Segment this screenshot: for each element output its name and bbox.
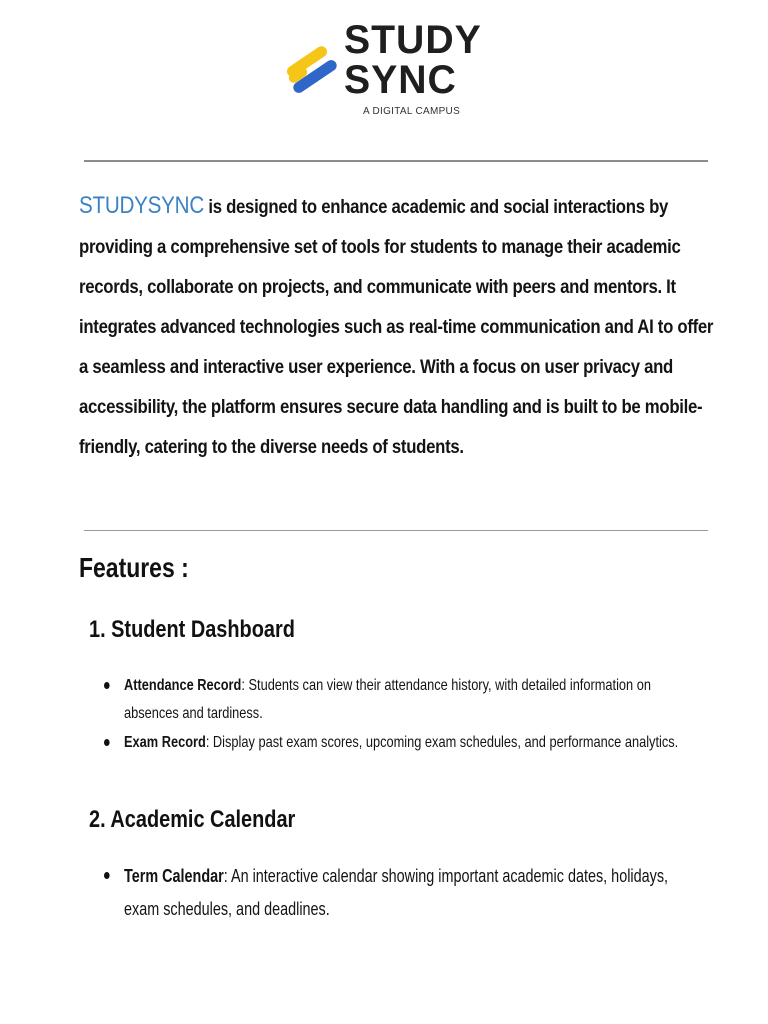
list-item-text	[124, 860, 676, 926]
bullet-icon	[104, 739, 110, 746]
divider-middle	[84, 530, 708, 531]
brand-name: STUDYSYNC	[79, 192, 204, 219]
logo-tagline: A DIGITAL CAMPUS	[363, 106, 461, 117]
divider-top	[84, 160, 708, 162]
logo-mark-icon	[282, 42, 342, 98]
item-description: : Display past exam scores, upcoming exam schedules, and performance analytics.	[205, 734, 679, 751]
logo-word-sync: SYNC	[344, 58, 457, 102]
logo-word-study: STUDY	[344, 18, 482, 62]
studysync-logo	[282, 18, 482, 122]
item-description: : An interactive calendar showing important academic dates, holidays, exam schedules, and deadlines.	[124, 866, 669, 919]
section-title-student-dashboard: 1. Student Dashboard	[89, 616, 295, 643]
item-label: Attendance Record	[124, 677, 242, 694]
item-label: Term Calendar	[124, 866, 224, 886]
intro-text: is designed to enhance academic and social interactions by providing a comprehensive set of tools for students to manage their academic records, collaborate on projects, and communicate with peers and mentors. It integrates advanced technologies such as real-time communication and AI to offer a seamless and interactive user experience. With a focus on user privacy and accessibility, the platform ensures secure data handling and is built to be mobile-friendly, catering to the diverse needs of students.	[79, 196, 714, 458]
section-title-academic-calendar: 2. Academic Calendar	[89, 806, 296, 833]
bullet-icon	[104, 682, 110, 689]
list-item-text	[124, 729, 692, 757]
features-heading: Features :	[79, 552, 189, 583]
bullet-icon	[104, 872, 110, 879]
item-description: : Students can view their attendance history, with detailed information on absences and tardiness.	[124, 677, 651, 722]
item-label: Exam Record	[124, 734, 206, 751]
list-item-text	[124, 672, 692, 728]
intro-paragraph	[79, 186, 719, 467]
